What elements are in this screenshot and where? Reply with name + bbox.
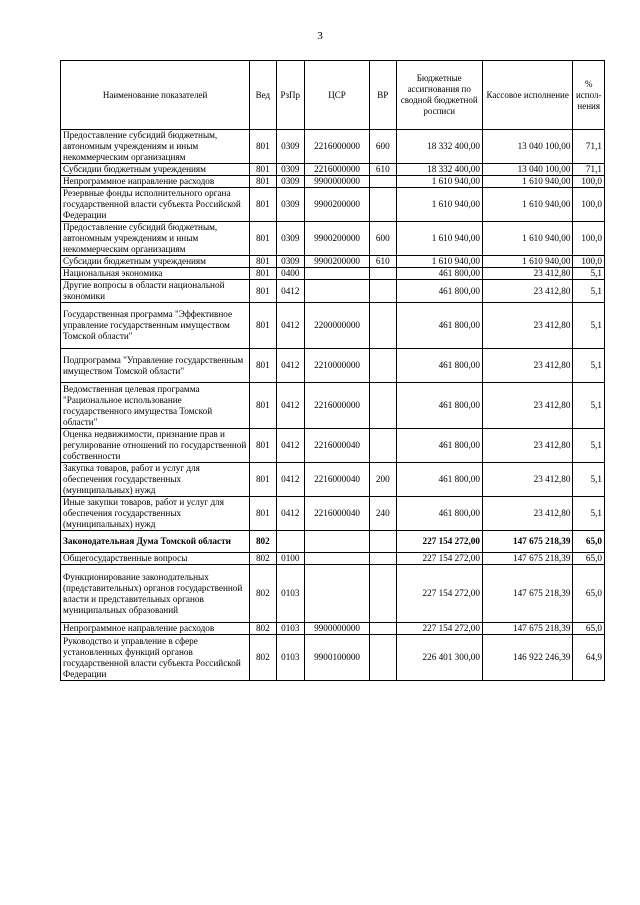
cell-pct: 5,1 <box>573 497 605 531</box>
page-number: 3 <box>317 30 323 42</box>
cell-cash: 23 412,80 <box>482 280 572 303</box>
table-row <box>61 222 605 256</box>
cell-ved: 802 <box>250 565 276 623</box>
cell-csr: 2200000000 <box>305 303 370 349</box>
cell-pct: 65,0 <box>573 623 605 635</box>
cell-pct: 71,1 <box>573 164 605 176</box>
cell-vr: 200 <box>370 463 396 497</box>
cell-rzpr <box>276 531 304 553</box>
cell-name: Предоставление субсидий бюджетным, автономным учреждениям и иным некоммерческим организациям <box>61 222 250 256</box>
cell-pct: 100,0 <box>573 256 605 268</box>
cell-budget: 461 800,00 <box>396 268 482 280</box>
cell-cash: 23 412,80 <box>482 303 572 349</box>
cell-csr: 2216000000 <box>305 164 370 176</box>
cell-ved: 801 <box>250 176 276 188</box>
cell-budget: 461 800,00 <box>396 303 482 349</box>
cell-rzpr: 0412 <box>276 383 304 429</box>
cell-budget: 461 800,00 <box>396 429 482 463</box>
cell-vr <box>370 188 396 222</box>
header-percent: % испол-нения <box>573 61 605 130</box>
table-row <box>61 553 605 565</box>
cell-ved: 802 <box>250 635 276 681</box>
cell-name: Государственная программа "Эффективное управление государственным имуществом Томской области" <box>61 303 250 349</box>
cell-csr <box>305 531 370 553</box>
cell-ved: 802 <box>250 623 276 635</box>
table-row <box>61 429 605 463</box>
cell-cash: 147 675 218,39 <box>482 553 572 565</box>
cell-pct: 100,0 <box>573 176 605 188</box>
table-row <box>61 176 605 188</box>
cell-name: Функционирование законодательных (представительных) органов государственной власти и представительных органов муниципальных образований <box>61 565 250 623</box>
cell-ved: 801 <box>250 222 276 256</box>
cell-vr <box>370 176 396 188</box>
cell-rzpr: 0103 <box>276 623 304 635</box>
cell-name: Общегосударственные вопросы <box>61 553 250 565</box>
cell-budget: 1 610 940,00 <box>396 188 482 222</box>
cell-csr: 9900200000 <box>305 222 370 256</box>
cell-vr <box>370 349 396 383</box>
cell-cash: 13 040 100,00 <box>482 164 572 176</box>
cell-rzpr: 0412 <box>276 463 304 497</box>
cell-ved: 801 <box>250 188 276 222</box>
cell-rzpr: 0309 <box>276 188 304 222</box>
cell-rzpr: 0309 <box>276 256 304 268</box>
cell-csr <box>305 553 370 565</box>
cell-ved: 802 <box>250 553 276 565</box>
cell-vr <box>370 531 396 553</box>
cell-cash: 147 675 218,39 <box>482 623 572 635</box>
cell-name: Предоставление субсидий бюджетным, автономным учреждениям и иным некоммерческим организациям <box>61 130 250 164</box>
cell-budget: 18 332 400,00 <box>396 164 482 176</box>
cell-pct: 5,1 <box>573 463 605 497</box>
cell-ved: 801 <box>250 280 276 303</box>
cell-cash: 1 610 940,00 <box>482 176 572 188</box>
cell-pct: 100,0 <box>573 188 605 222</box>
header-name: Наименование показателей <box>61 61 250 130</box>
cell-name: Законодательная Дума Томской области <box>61 531 250 553</box>
cell-vr: 610 <box>370 256 396 268</box>
cell-vr: 610 <box>370 164 396 176</box>
table-body <box>61 130 605 681</box>
cell-rzpr: 0309 <box>276 130 304 164</box>
cell-rzpr: 0412 <box>276 429 304 463</box>
cell-vr: 600 <box>370 130 396 164</box>
header-vr: ВР <box>370 61 396 130</box>
cell-ved: 801 <box>250 497 276 531</box>
table-row <box>61 256 605 268</box>
cell-csr: 2216000040 <box>305 497 370 531</box>
cell-ved: 801 <box>250 349 276 383</box>
table-row <box>61 130 605 164</box>
table-row <box>61 383 605 429</box>
header-budget: Бюджетные ассигнования по сводной бюджетной росписи <box>396 61 482 130</box>
cell-name: Иные закупки товаров, работ и услуг для обеспечения государственных (муниципальных) нужд <box>61 497 250 531</box>
cell-ved: 801 <box>250 164 276 176</box>
cell-cash: 23 412,80 <box>482 349 572 383</box>
cell-cash: 23 412,80 <box>482 497 572 531</box>
cell-vr: 240 <box>370 497 396 531</box>
cell-cash: 23 412,80 <box>482 429 572 463</box>
cell-budget: 461 800,00 <box>396 463 482 497</box>
cell-vr <box>370 429 396 463</box>
cell-budget: 1 610 940,00 <box>396 256 482 268</box>
cell-rzpr: 0103 <box>276 635 304 681</box>
cell-rzpr: 0103 <box>276 565 304 623</box>
cell-cash: 1 610 940,00 <box>482 188 572 222</box>
cell-pct: 5,1 <box>573 383 605 429</box>
cell-budget: 461 800,00 <box>396 383 482 429</box>
cell-csr: 9900000000 <box>305 623 370 635</box>
cell-vr <box>370 383 396 429</box>
cell-pct: 5,1 <box>573 280 605 303</box>
cell-csr: 2216000040 <box>305 429 370 463</box>
cell-rzpr: 0412 <box>276 303 304 349</box>
table-row <box>61 635 605 681</box>
table-row <box>61 349 605 383</box>
cell-vr <box>370 268 396 280</box>
table-row <box>61 268 605 280</box>
table-row <box>61 280 605 303</box>
cell-cash: 147 675 218,39 <box>482 531 572 553</box>
cell-csr <box>305 280 370 303</box>
cell-csr: 2216000000 <box>305 383 370 429</box>
cell-pct: 65,0 <box>573 531 605 553</box>
cell-pct: 5,1 <box>573 268 605 280</box>
cell-csr <box>305 268 370 280</box>
table-row <box>61 565 605 623</box>
cell-name: Руководство и управление в сфере установленных функций органов государственной власти субъекта Российской Федерации <box>61 635 250 681</box>
cell-name: Национальная экономика <box>61 268 250 280</box>
cell-pct: 5,1 <box>573 429 605 463</box>
cell-cash: 147 675 218,39 <box>482 565 572 623</box>
cell-rzpr: 0412 <box>276 497 304 531</box>
cell-csr: 2210000000 <box>305 349 370 383</box>
table-row <box>61 497 605 531</box>
table-row <box>61 623 605 635</box>
cell-ved: 801 <box>250 256 276 268</box>
cell-vr <box>370 623 396 635</box>
header-ved: Вед <box>250 61 276 130</box>
cell-pct: 65,0 <box>573 553 605 565</box>
cell-name: Субсидии бюджетным учреждениям <box>61 256 250 268</box>
cell-cash: 23 412,80 <box>482 268 572 280</box>
cell-csr: 2216000000 <box>305 130 370 164</box>
cell-budget: 461 800,00 <box>396 497 482 531</box>
header-cash: Кассовое исполнение <box>482 61 572 130</box>
cell-vr <box>370 303 396 349</box>
cell-rzpr: 0309 <box>276 164 304 176</box>
cell-ved: 801 <box>250 303 276 349</box>
table-row <box>61 463 605 497</box>
cell-ved: 801 <box>250 130 276 164</box>
cell-budget: 461 800,00 <box>396 349 482 383</box>
cell-name: Субсидии бюджетным учреждениям <box>61 164 250 176</box>
table-row <box>61 164 605 176</box>
cell-budget: 227 154 272,00 <box>396 623 482 635</box>
table-row <box>61 303 605 349</box>
cell-ved: 801 <box>250 383 276 429</box>
cell-ved: 801 <box>250 463 276 497</box>
cell-cash: 1 610 940,00 <box>482 222 572 256</box>
cell-pct: 71,1 <box>573 130 605 164</box>
table-row <box>61 188 605 222</box>
cell-rzpr: 0400 <box>276 268 304 280</box>
cell-name: Закупка товаров, работ и услуг для обеспечения государственных (муниципальных) нужд <box>61 463 250 497</box>
cell-pct: 5,1 <box>573 349 605 383</box>
cell-rzpr: 0100 <box>276 553 304 565</box>
cell-csr: 9900100000 <box>305 635 370 681</box>
cell-vr <box>370 280 396 303</box>
cell-rzpr: 0309 <box>276 176 304 188</box>
cell-name: Другие вопросы в области национальной экономики <box>61 280 250 303</box>
cell-ved: 801 <box>250 268 276 280</box>
cell-name: Непрограммное направление расходов <box>61 623 250 635</box>
cell-vr <box>370 553 396 565</box>
cell-cash: 13 040 100,00 <box>482 130 572 164</box>
cell-pct: 100,0 <box>573 222 605 256</box>
cell-vr <box>370 635 396 681</box>
budget-execution-table <box>60 60 605 681</box>
cell-name: Ведомственная целевая программа "Рациональное использование государственного имущества Томской области" <box>61 383 250 429</box>
cell-vr: 600 <box>370 222 396 256</box>
cell-budget: 1 610 940,00 <box>396 222 482 256</box>
cell-csr: 2216000040 <box>305 463 370 497</box>
cell-vr <box>370 565 396 623</box>
cell-budget: 226 401 300,00 <box>396 635 482 681</box>
cell-ved: 801 <box>250 429 276 463</box>
cell-cash: 146 922 246,39 <box>482 635 572 681</box>
cell-budget: 227 154 272,00 <box>396 553 482 565</box>
cell-cash: 23 412,80 <box>482 383 572 429</box>
cell-pct: 65,0 <box>573 565 605 623</box>
cell-budget: 461 800,00 <box>396 280 482 303</box>
cell-cash: 23 412,80 <box>482 463 572 497</box>
cell-csr: 9900000000 <box>305 176 370 188</box>
cell-rzpr: 0412 <box>276 349 304 383</box>
header-rzpr: РзПр <box>276 61 304 130</box>
cell-budget: 227 154 272,00 <box>396 565 482 623</box>
cell-ved: 802 <box>250 531 276 553</box>
cell-name: Резервные фонды исполнительного органа государственной власти субъекта Российской Федерации <box>61 188 250 222</box>
cell-name: Непрограммное направление расходов <box>61 176 250 188</box>
header-row <box>61 61 605 130</box>
cell-budget: 1 610 940,00 <box>396 176 482 188</box>
cell-cash: 1 610 940,00 <box>482 256 572 268</box>
cell-budget: 18 332 400,00 <box>396 130 482 164</box>
cell-pct: 5,1 <box>573 303 605 349</box>
cell-name: Оценка недвижимости, признание прав и регулирование отношений по государственной собственности <box>61 429 250 463</box>
header-csr: ЦСР <box>305 61 370 130</box>
cell-csr <box>305 565 370 623</box>
cell-pct: 64,9 <box>573 635 605 681</box>
table-row <box>61 531 605 553</box>
cell-rzpr: 0412 <box>276 280 304 303</box>
cell-csr: 9900200000 <box>305 188 370 222</box>
cell-csr: 9900200000 <box>305 256 370 268</box>
cell-rzpr: 0309 <box>276 222 304 256</box>
cell-name: Подпрограмма "Управление государственным имуществом Томской области" <box>61 349 250 383</box>
cell-budget: 227 154 272,00 <box>396 531 482 553</box>
